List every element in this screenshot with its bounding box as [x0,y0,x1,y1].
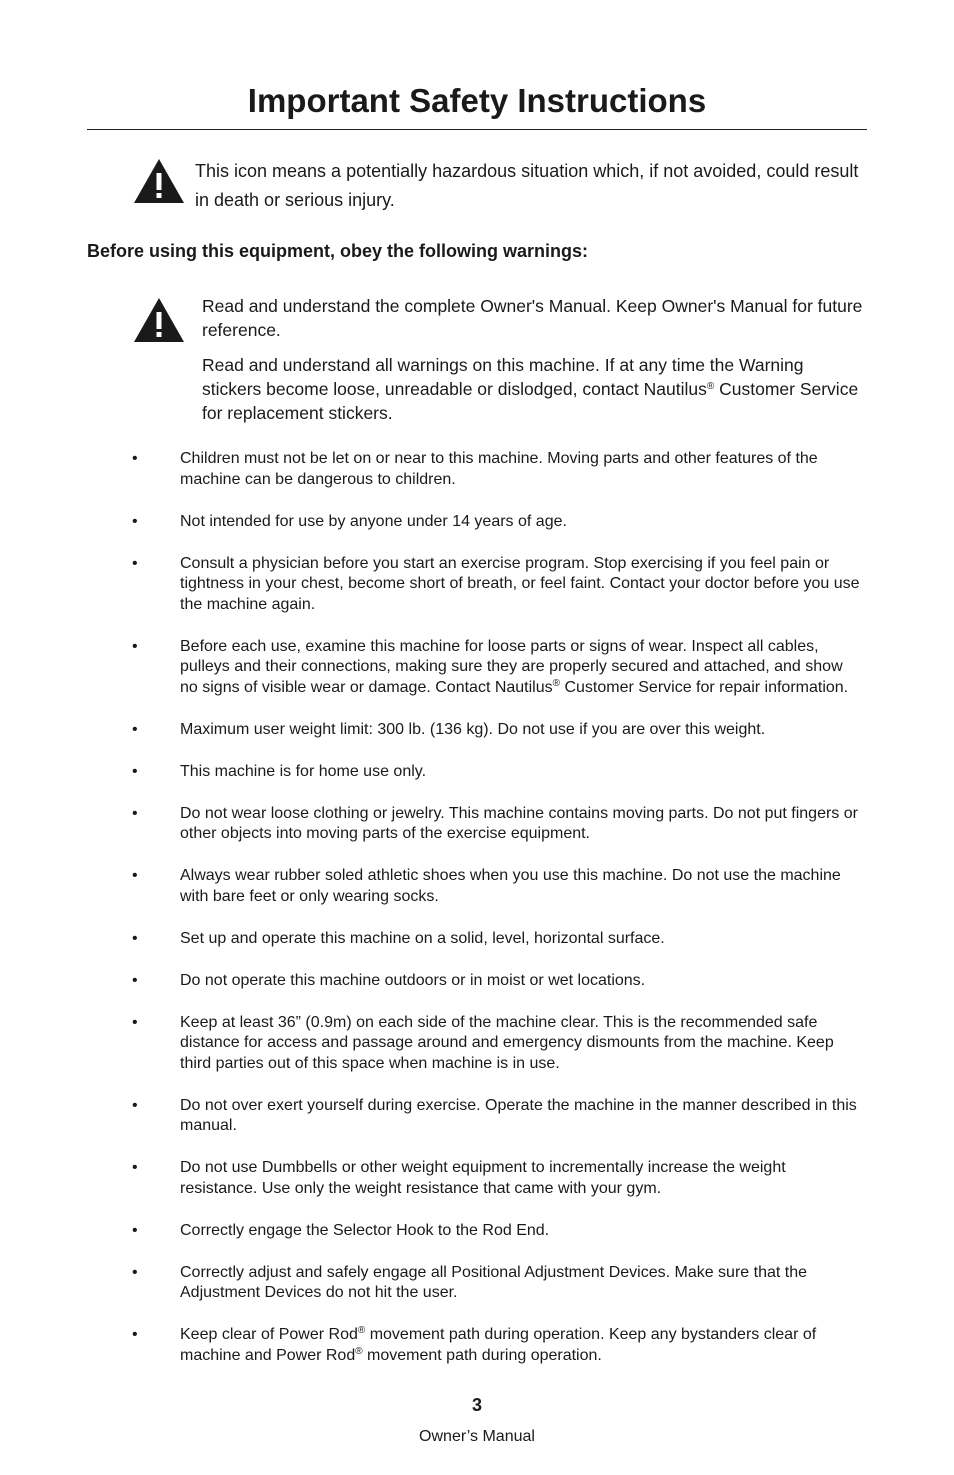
bullet-marker: • [132,1159,138,1176]
safety-bullet-item [132,720,862,741]
bullet-marker: • [132,1096,138,1114]
bullet-marker: • [132,867,138,884]
safety-bullet-item [132,1013,862,1075]
bullet-text: Keep clear of Power Rod [180,1326,358,1343]
title-divider [87,129,867,130]
safety-bullet-item [132,762,862,783]
safety-bullet-item [132,512,862,533]
safety-bullet-item [132,1263,862,1304]
registered-mark: ® [706,381,715,392]
icon-meaning-note: This icon means a potentially hazardous situation which, if not avoided, could result in death or serious injury. [195,161,859,210]
warning-paragraph: Read and understand the complete Owner's Manual. Keep Owner's Manual for future reference. [202,296,863,340]
bullet-text: This machine is for home use only. [180,762,427,780]
bullet-marker: • [132,554,138,572]
page-number: 3 [471,1395,482,1415]
bullet-text: Do not over exert yourself during exercise. Operate the machine in the manner described in this manual. [180,1096,857,1134]
safety-bullet-item [132,1221,862,1242]
bullet-text: Not intended for use by anyone under 14 years of age. [180,512,567,530]
bullet-marker: • [132,1013,138,1031]
bullet-text: Consult a physician before you start an exercise program. Stop exercising if you feel pain or tightness in your chest, become short of breath, or feel faint. Contact your doctor before you use the machine again. [180,554,860,613]
safety-bullet-item [132,1158,862,1199]
safety-bullet-item [132,866,862,907]
registered-mark: ® [552,677,561,689]
safety-bullet-item [132,637,862,699]
bullet-marker: • [132,1326,138,1343]
bullet-text: Do not wear loose clothing or jewelry. This machine contains moving parts. Do not put fingers or other objects into moving parts of the exercise equipment. [180,804,858,842]
bullet-text: Do not use Dumbbells or other weight equipment to incrementally increase the weight resistance. Use only the weight resistance that came with your gym. [180,1159,786,1197]
safety-bullet-item [132,1096,862,1137]
bullet-marker: • [132,804,138,822]
page-title: Important Safety Instructions [247,82,707,119]
bullet-text: Correctly engage the Selector Hook to the Rod End. [180,1221,550,1239]
safety-bullet-item [132,449,862,490]
warnings-subheading: Before using this equipment, obey the following warnings: [87,241,589,261]
bullet-marker: • [132,637,138,655]
bullet-text: Keep at least 36” (0.9m) on each side of the machine clear. This is the recommended safe distance for access and passage around and emergency dismounts from the machine. Keep third parties out of this space when machine is in use. [180,1013,834,1072]
bullet-text: Before each use, examine this machine for loose parts or signs of wear. Inspect all cables, pulleys and their connections, making sure they are properly secured and attached, and show no signs of visible wear or damage. Contact Nautilus [180,637,843,696]
bullet-marker: • [132,450,138,467]
warning-paragraphs [202,294,867,436]
bullet-marker: • [132,1221,138,1239]
safety-bullet-item [132,804,862,845]
bullet-text: movement path during operation. Keep any bystanders clear of machine and Power Rod [180,1326,817,1364]
bullet-marker: • [132,1263,138,1281]
bullet-text: Maximum user weight limit: 300 lb. (136 kg). Do not use if you are over this weight. [180,720,766,738]
safety-bullet-item [132,929,862,950]
bullet-text: Children must not be let on or near to this machine. Moving parts and other features of the machine can be dangerous to children. [180,450,818,488]
safety-bullet-item [132,1325,862,1366]
footer-label: Owner’s Manual [419,1428,535,1445]
bullet-text: movement path during operation. [362,1346,602,1364]
bullet-text: Correctly adjust and safely engage all Positional Adjustment Devices. Make sure that the Adjustment Devices do not hit the user. [180,1263,807,1301]
registered-mark: ® [355,1345,363,1357]
registered-mark: ® [357,1325,366,1336]
bullet-text: Do not operate this machine outdoors or in moist or wet locations. [180,971,646,989]
bullet-marker: • [132,971,138,989]
warning-triangle-icon [132,296,186,344]
safety-bullet-item [132,554,862,616]
bullet-text: Set up and operate this machine on a solid, level, horizontal surface. [180,929,665,947]
bullet-marker: • [132,720,138,738]
bullet-text: Always wear rubber soled athletic shoes when you use this machine. Do not use the machine with bare feet or only wearing socks. [180,867,841,905]
safety-bullet-list [132,449,862,1388]
bullet-text: Customer Service for repair information. [560,678,849,696]
warning-paragraph: Read and understand all warnings on this machine. If at any time the Warning stickers become loose, unreadable or dislodged, contact Nautilus® Customer Service for replacement stickers. [202,355,859,423]
safety-bullet-item [132,971,862,992]
warning-triangle-icon [132,157,186,205]
bullet-marker: • [132,512,138,530]
bullet-marker: • [132,929,138,947]
bullet-marker: • [132,762,138,780]
